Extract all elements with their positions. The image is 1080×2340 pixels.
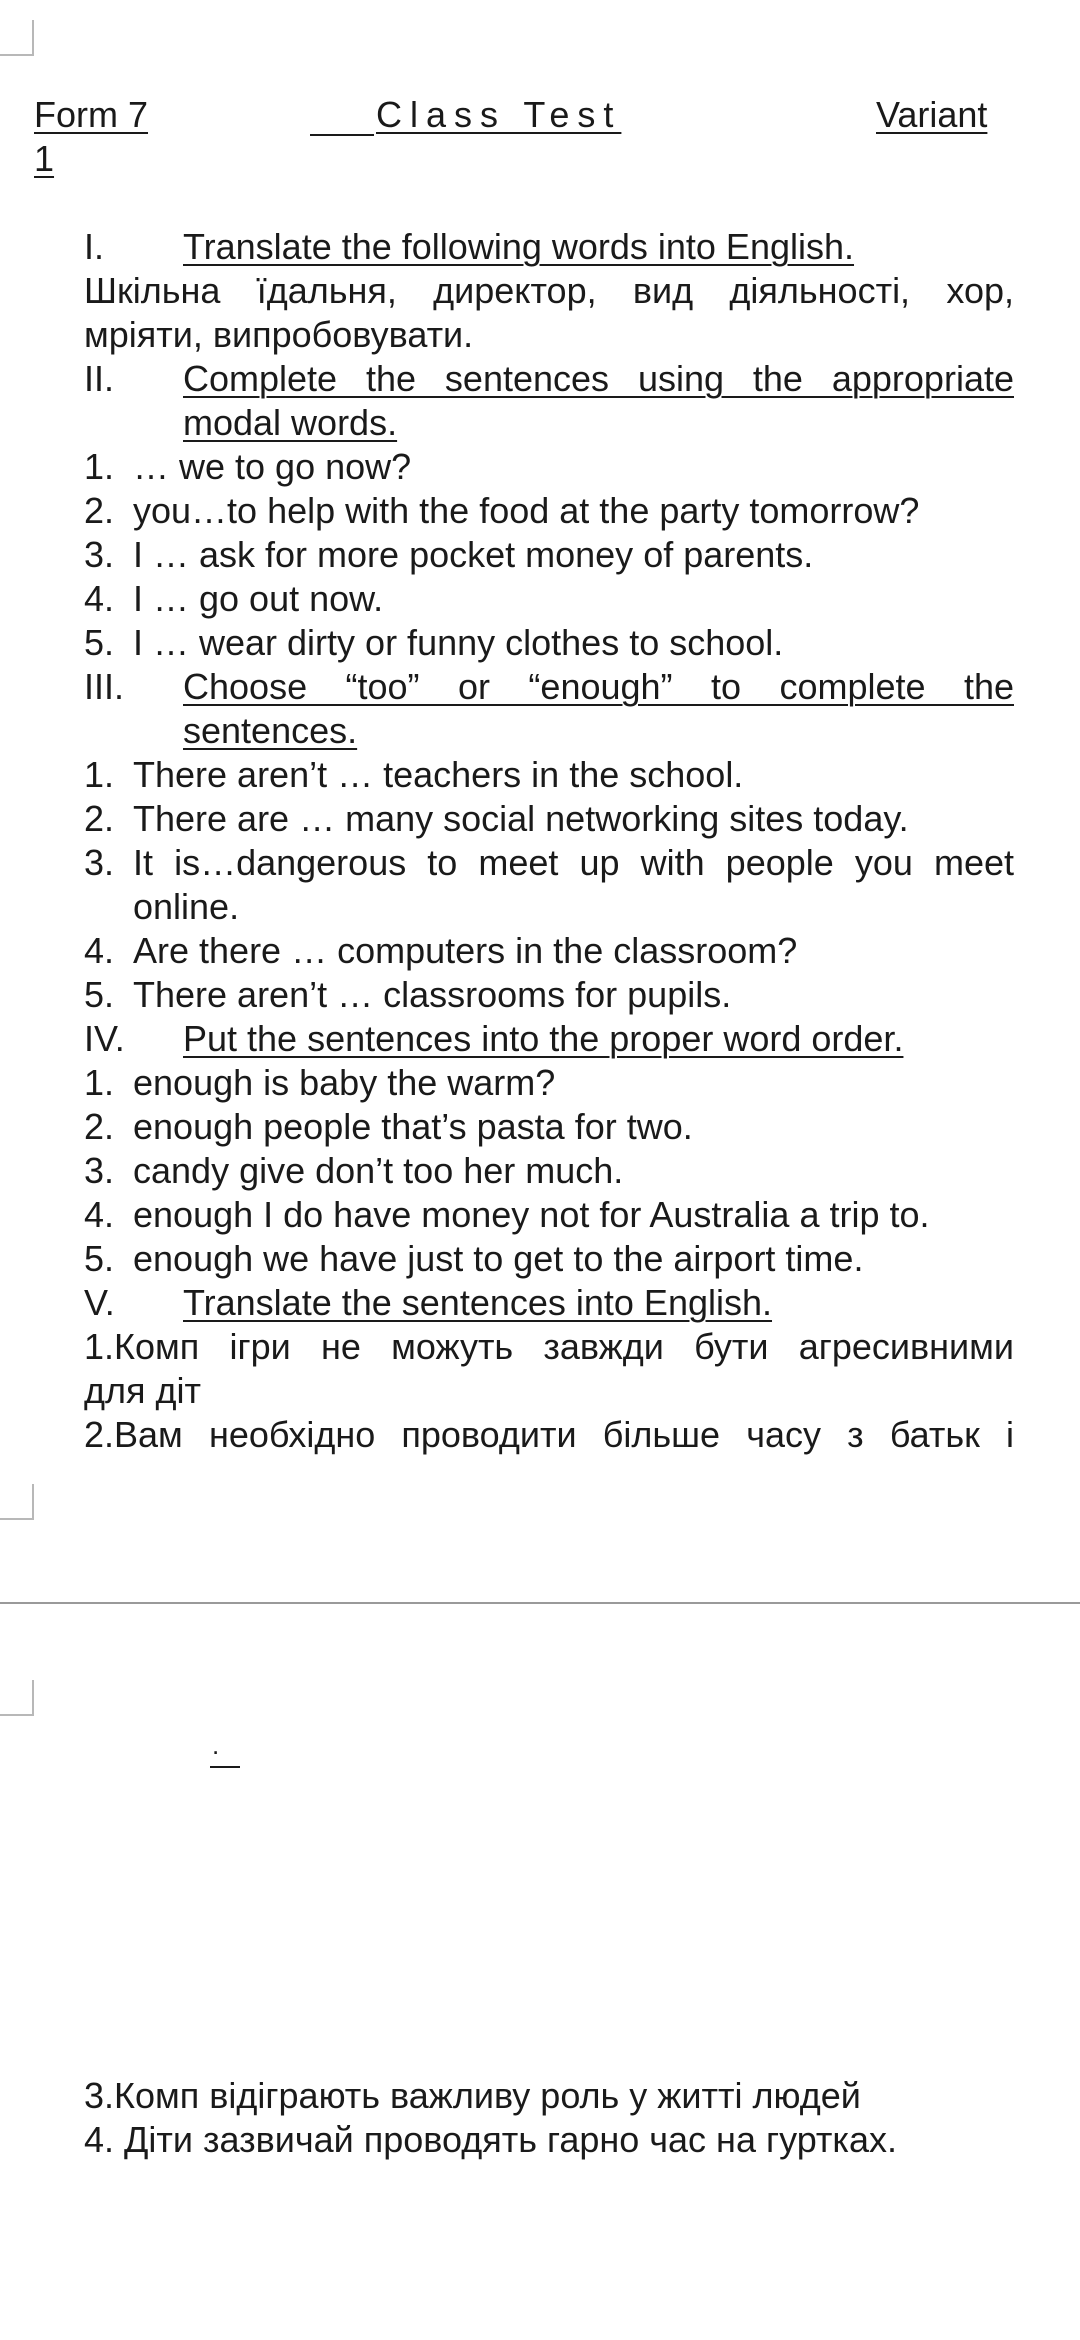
section-2-item-4-text: I … go out now. (133, 578, 384, 619)
section-3-item-2-text: There are … many social networking sites today. (133, 798, 909, 839)
section-2-heading-line-1: Complete the sentences using the appropriate (183, 358, 1014, 399)
page-2-corner-mark (0, 1680, 34, 1716)
section-4-item-4-text: enough I do have money not for Australia a trip to. (133, 1194, 930, 1235)
section-4-item-4-number: 4. (84, 1194, 115, 1235)
section-5-item-1-line-1: 1.Комп ігри не можуть завжди бути агресивними (84, 1326, 1014, 1367)
section-3-item-4-number: 4. (84, 930, 115, 971)
section-4-item-1-text: enough is baby the warm? (133, 1062, 556, 1103)
section-3-heading-line-2: sentences. (183, 710, 358, 751)
section-5-item-2-line-1: 2.Вам необхідно проводити більше часу з батьк і (84, 1414, 1014, 1455)
section-2-item-4-number: 4. (84, 578, 115, 619)
document-page-2 (0, 1604, 1080, 2340)
section-3-item-2-number: 2. (84, 798, 115, 839)
section-4-item-1-number: 1. (84, 1062, 115, 1103)
section-3-item-5-number: 5. (84, 974, 115, 1015)
section-5-item-3: 3.Комп відіграють важливу роль у житті людей (84, 2075, 861, 2116)
section-1-heading: Translate the following words into English. (183, 226, 855, 267)
section-4-item-3-text: candy give don’t too her much. (133, 1150, 624, 1191)
variant-label: Variant (876, 94, 988, 135)
section-1-body-line-2: мріяти, випробовувати. (84, 314, 474, 355)
page-corner-mark-bottom (0, 1484, 34, 1520)
section-5-item-4: 4. Діти зазвичай проводять гарно час на гуртках. (84, 2119, 897, 2160)
section-3-item-5-text: There aren’t … classrooms for pupils. (133, 974, 732, 1015)
section-2-heading-line-2: modal words. (183, 402, 398, 443)
section-4-item-3-number: 3. (84, 1150, 115, 1191)
section-2-item-2-number: 2. (84, 490, 115, 531)
section-3-numeral: III. (84, 666, 125, 707)
section-2-item-3-text: I … ask for more pocket money of parents. (133, 534, 814, 575)
section-2-item-3-number: 3. (84, 534, 115, 575)
section-2-item-5-number: 5. (84, 622, 115, 663)
section-4-item-2-text: enough people that’s pasta for two. (133, 1106, 693, 1147)
document-title: Class Test (376, 94, 622, 135)
page-2-small-underline (210, 1766, 240, 1768)
section-3-item-1-number: 1. (84, 754, 115, 795)
section-2-item-1-text: … we to go now? (133, 446, 412, 487)
variant-number: 1 (34, 138, 55, 179)
section-5-item-1-line-2: для діт (84, 1370, 201, 1411)
section-4-item-2-number: 2. (84, 1106, 115, 1147)
section-4-item-5-number: 5. (84, 1238, 115, 1279)
section-4-heading: Put the sentences into the proper word order. (183, 1018, 904, 1059)
form-label: Form 7 (34, 94, 149, 135)
section-2-numeral: II. (84, 358, 115, 399)
section-3-item-1-text: There aren’t … teachers in the school. (133, 754, 744, 795)
section-5-numeral: V. (84, 1282, 115, 1323)
section-1-numeral: I. (84, 226, 105, 267)
section-2-item-1-number: 1. (84, 446, 115, 487)
section-1-body-line-1: Шкільна їдальня, директор, вид діяльності, хор, (84, 270, 1014, 311)
section-3-item-4-text: Are there … computers in the classroom? (133, 930, 798, 971)
section-3-heading-line-1: Choose “too” or “enough” to complete the (183, 666, 1014, 707)
section-3-item-3-number: 3. (84, 842, 115, 883)
section-5-heading: Translate the sentences into English. (183, 1282, 773, 1323)
title-underline-left (310, 134, 374, 136)
section-2-item-2-text: you…to help with the food at the party tomorrow? (133, 490, 920, 531)
section-3-item-3-continuation: online. (133, 886, 240, 927)
page-2-small-mark: . (212, 1730, 220, 1760)
section-4-item-5-text: enough we have just to get to the airport time. (133, 1238, 864, 1279)
page-corner-mark-top (0, 20, 34, 56)
section-3-item-3-text: It is…dangerous to meet up with people you meet (133, 842, 1014, 883)
section-4-numeral: IV. (84, 1018, 125, 1059)
section-2-item-5-text: I … wear dirty or funny clothes to school. (133, 622, 784, 663)
